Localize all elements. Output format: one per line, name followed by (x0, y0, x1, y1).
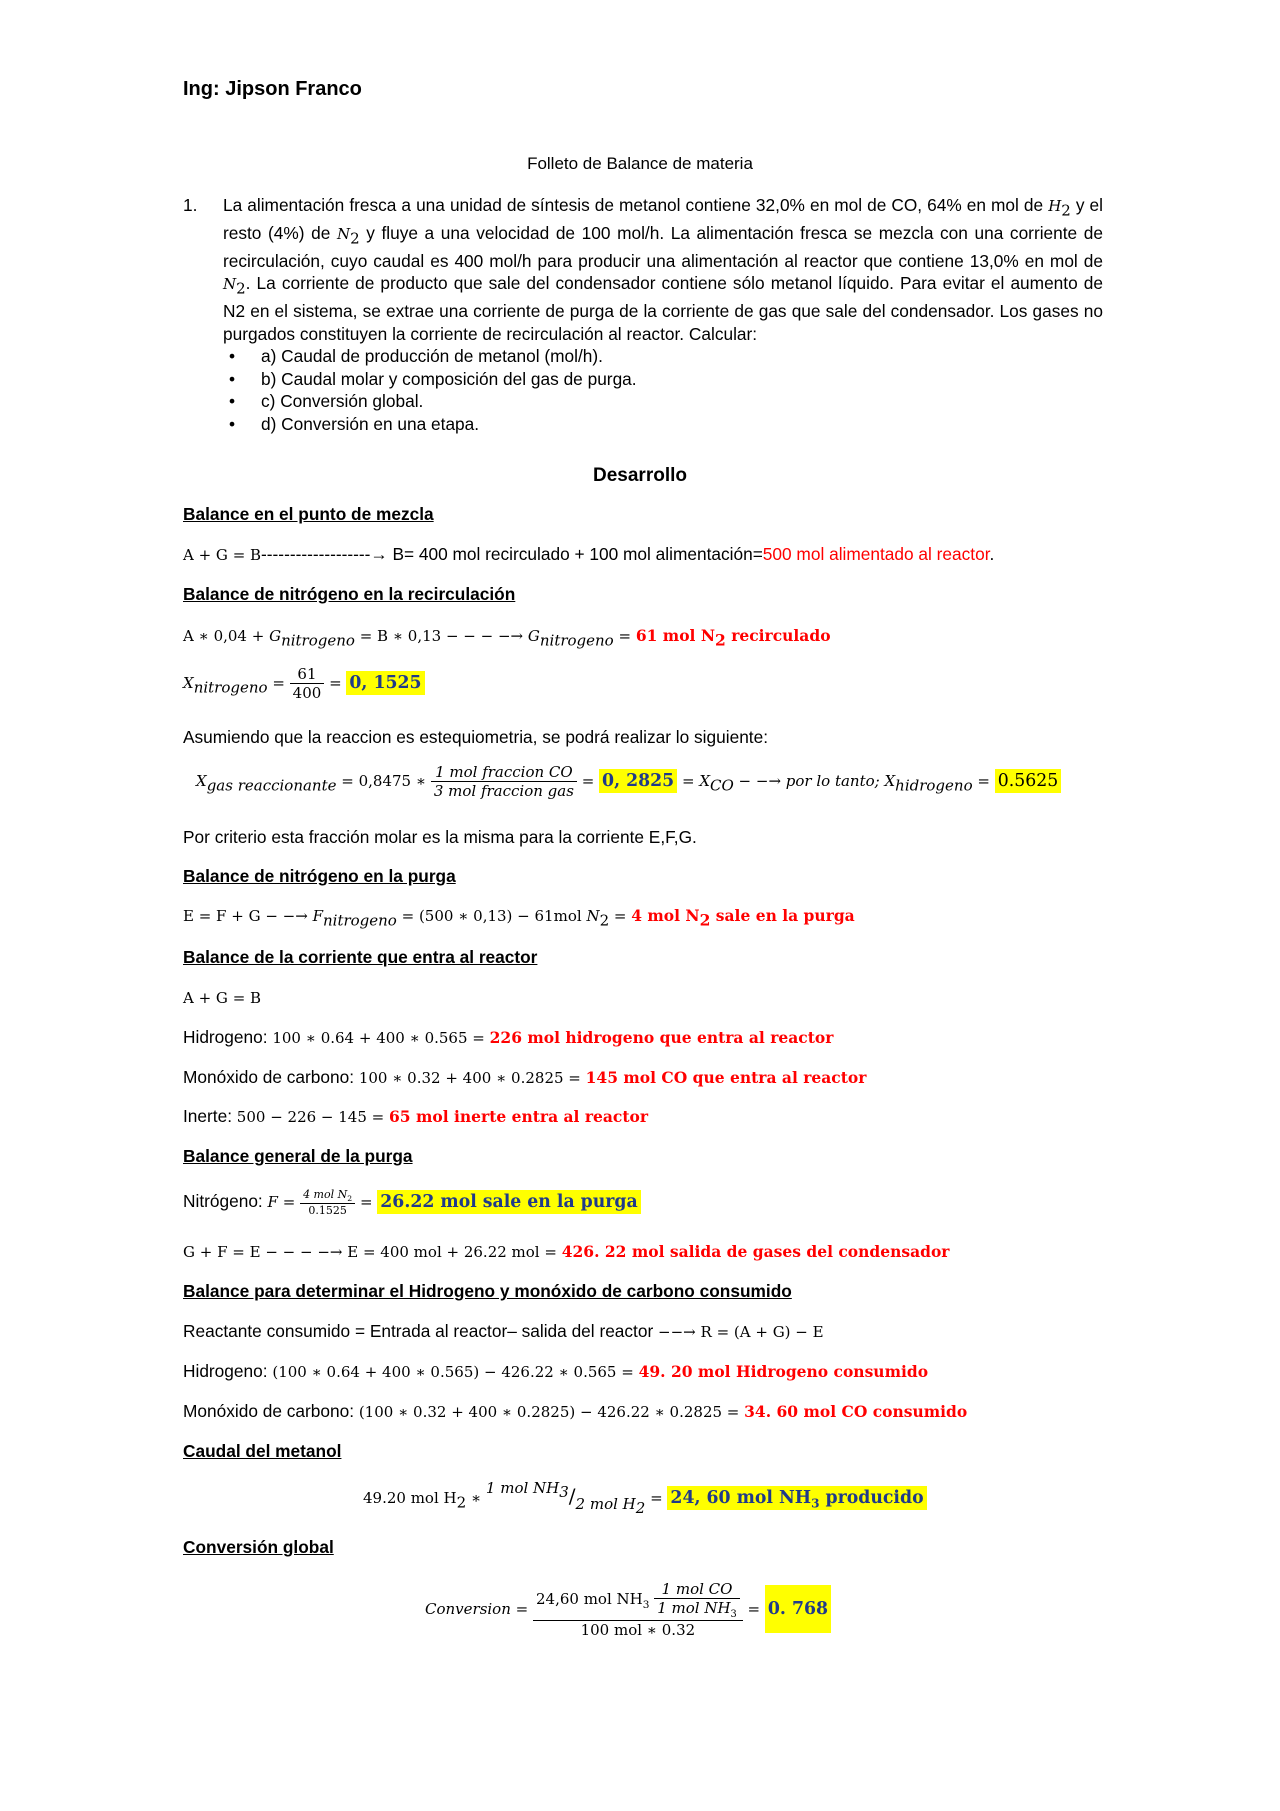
reactor-inlet-equation: A + G = B (183, 989, 262, 1007)
purge-nitrogen-equation: Nitrógeno: F = $\frac{4 mol N_2}{0.1525}$ = 26.22 mol sale en la purga (183, 1188, 641, 1217)
methanol-produced-result: 24, 60 mol $NH_3$ producido (667, 1486, 926, 1510)
methanol-flow-equation: 49.20 mol $H_2$ ∗ 1 mol $NH_3/2$ mol $H_2 = 24$, 60 mol $NH_3$ producido (363, 1484, 927, 1511)
criterion-text: Por criterio esta fracción molar es la misma para la corriente E,F,G. (183, 827, 697, 847)
reacting-gas-fraction-equation: $X_{gas reaccionante} = 0,8475$ ∗ $\frac{\text{1 mol fraccion CO}}{\text{3 mol fraccion gas}}$ = 0, $2825 = X_{CO}$ − −→ por lo tanto; $X_{hidrogeno} = 0.5625$ (196, 763, 1061, 800)
global-conversion-result: 0. 768 (765, 1585, 831, 1633)
hydrogen-inlet-line: Hidrogeno: 100 ∗ 0.64 + 400 ∗ 0.565 = 226 mol hidrogeno que entra al reactor (183, 1027, 834, 1047)
section-heading-nitrogen-recirculation: Balance de nitrógeno en la recirculación (183, 584, 516, 604)
document-title: Folleto de Balance de materia (527, 154, 753, 173)
global-conversion-equation: Conversion = 24,60 mol $NH_3$ $\frac{\text{1 mol CO}}{1 mol NH_3}$ 100 mol ∗ 0.32 = 0. 768 (425, 1580, 831, 1639)
nitrogen-purge-equation: E = F + G − −→ $F_{nitrogeno} = (500$ ∗ 0,13) − 61mol $N_2 = 4$ mol $N_2$ sale en la purga (183, 906, 855, 930)
problem-text: La alimentación fresca a una unidad de síntesis de metanol contiene 32,0% en mol de CO, 64% en mol de $H_2$ y el resto (4%) de $N_2$ y fluye a una velocidad de 100 mol/h. La alimentación fresca se mezcla con una corriente de recirculación, cuyo caudal es 400 mol/h para producir una alimentación al reactor que contiene 13,0% en mol de $N_2$. La corriente de producto que sale del condensador contiene sólo metanol líquido. Para evitar el aumento de N2 en el sistema, se extrae una corriente de purga de la corriente de gas que sale del condensador. Los gases no purgados constituyen la corriente de recirculación al reactor. Calcular: (223, 195, 1103, 344)
development-heading: Desarrollo (593, 465, 687, 486)
hydrogen-consumed-line: Hidrogeno: (100 ∗ 0.64 + 400 ∗ 0.565) − 426.22 ∗ 0.565 = 49. 20 mol Hidrogeno consumido (183, 1361, 929, 1381)
list-item: • b) Caudal molar y composición del gas de purga. (223, 368, 1103, 391)
nitrogen-fraction-equation: $X_{nitrogeno}$ = $\frac{61}{400}$ = 0, 1525 (183, 665, 425, 702)
section-heading-global-conversion: Conversión global (183, 1537, 334, 1557)
co-consumed-line: Monóxido de carbono: (100 ∗ 0.32 + 400 ∗ 0.2825) − 426.22 ∗ 0.2825 = 34. 60 mol CO consumido (183, 1401, 968, 1421)
consumed-definition-line: Reactante consumido = Entrada al reactor– salida del reactor −−→ R = (A + G) − E (183, 1321, 824, 1341)
condenser-gas-equation: G + F = E − − − −→ E = 400 mol + 26.22 mol = 426. 22 mol salida de gases del condensador (183, 1242, 950, 1261)
section-heading-consumed: Balance para determinar el Hidrogeno y monóxido de carbono consumido (183, 1281, 792, 1301)
list-item: • d) Conversión en una etapa. (223, 413, 1103, 436)
hydrogen-fraction-result: 0.5625 (995, 769, 1061, 793)
problem-statement (183, 194, 1103, 435)
section-heading-methanol-flow: Caudal del metanol (183, 1441, 342, 1461)
section-heading-nitrogen-purge: Balance de nitrógeno en la purga (183, 866, 456, 886)
nitrogen-fraction-result: 0, 1525 (346, 671, 424, 695)
assumption-text: Asumiendo que la reaccion es estequiometria, se podrá realizar lo siguiente: (183, 727, 769, 747)
problem-number: 1. (183, 195, 198, 215)
co-inlet-line: Monóxido de carbono: 100 ∗ 0.32 + 400 ∗ 0.2825 = 145 mol CO que entra al reactor (183, 1067, 867, 1087)
mixing-balance-line: A + G = B-------------------→ B= 400 mol recirculado + 100 mol alimentación=500 mol alimentado al reactor. (183, 544, 995, 564)
question-list (223, 345, 1103, 435)
section-heading-reactor-inlet: Balance de la corriente que entra al reactor (183, 947, 538, 967)
nitrogen-recirculation-equation: A ∗ $0,04 + G_{nitrogeno} = B$ ∗ 0,13 − − − −→ $G_{nitrogeno} = 61$ mol $N_2$ recirculado (183, 626, 831, 650)
list-item: • a) Caudal de producción de metanol (mol/h). (223, 345, 1103, 368)
co-fraction-result: 0, 2825 (599, 769, 677, 793)
section-heading-mixing-point: Balance en el punto de mezcla (183, 504, 434, 524)
author-name: Ing: Jipson Franco (183, 78, 362, 100)
list-item: • c) Conversión global. (223, 390, 1103, 413)
inert-inlet-line: Inerte: 500 − 226 − 145 = 65 mol inerte entra al reactor (183, 1106, 649, 1126)
section-heading-purge-general: Balance general de la purga (183, 1146, 413, 1166)
purge-flow-result: 26.22 mol sale en la purga (377, 1190, 640, 1214)
